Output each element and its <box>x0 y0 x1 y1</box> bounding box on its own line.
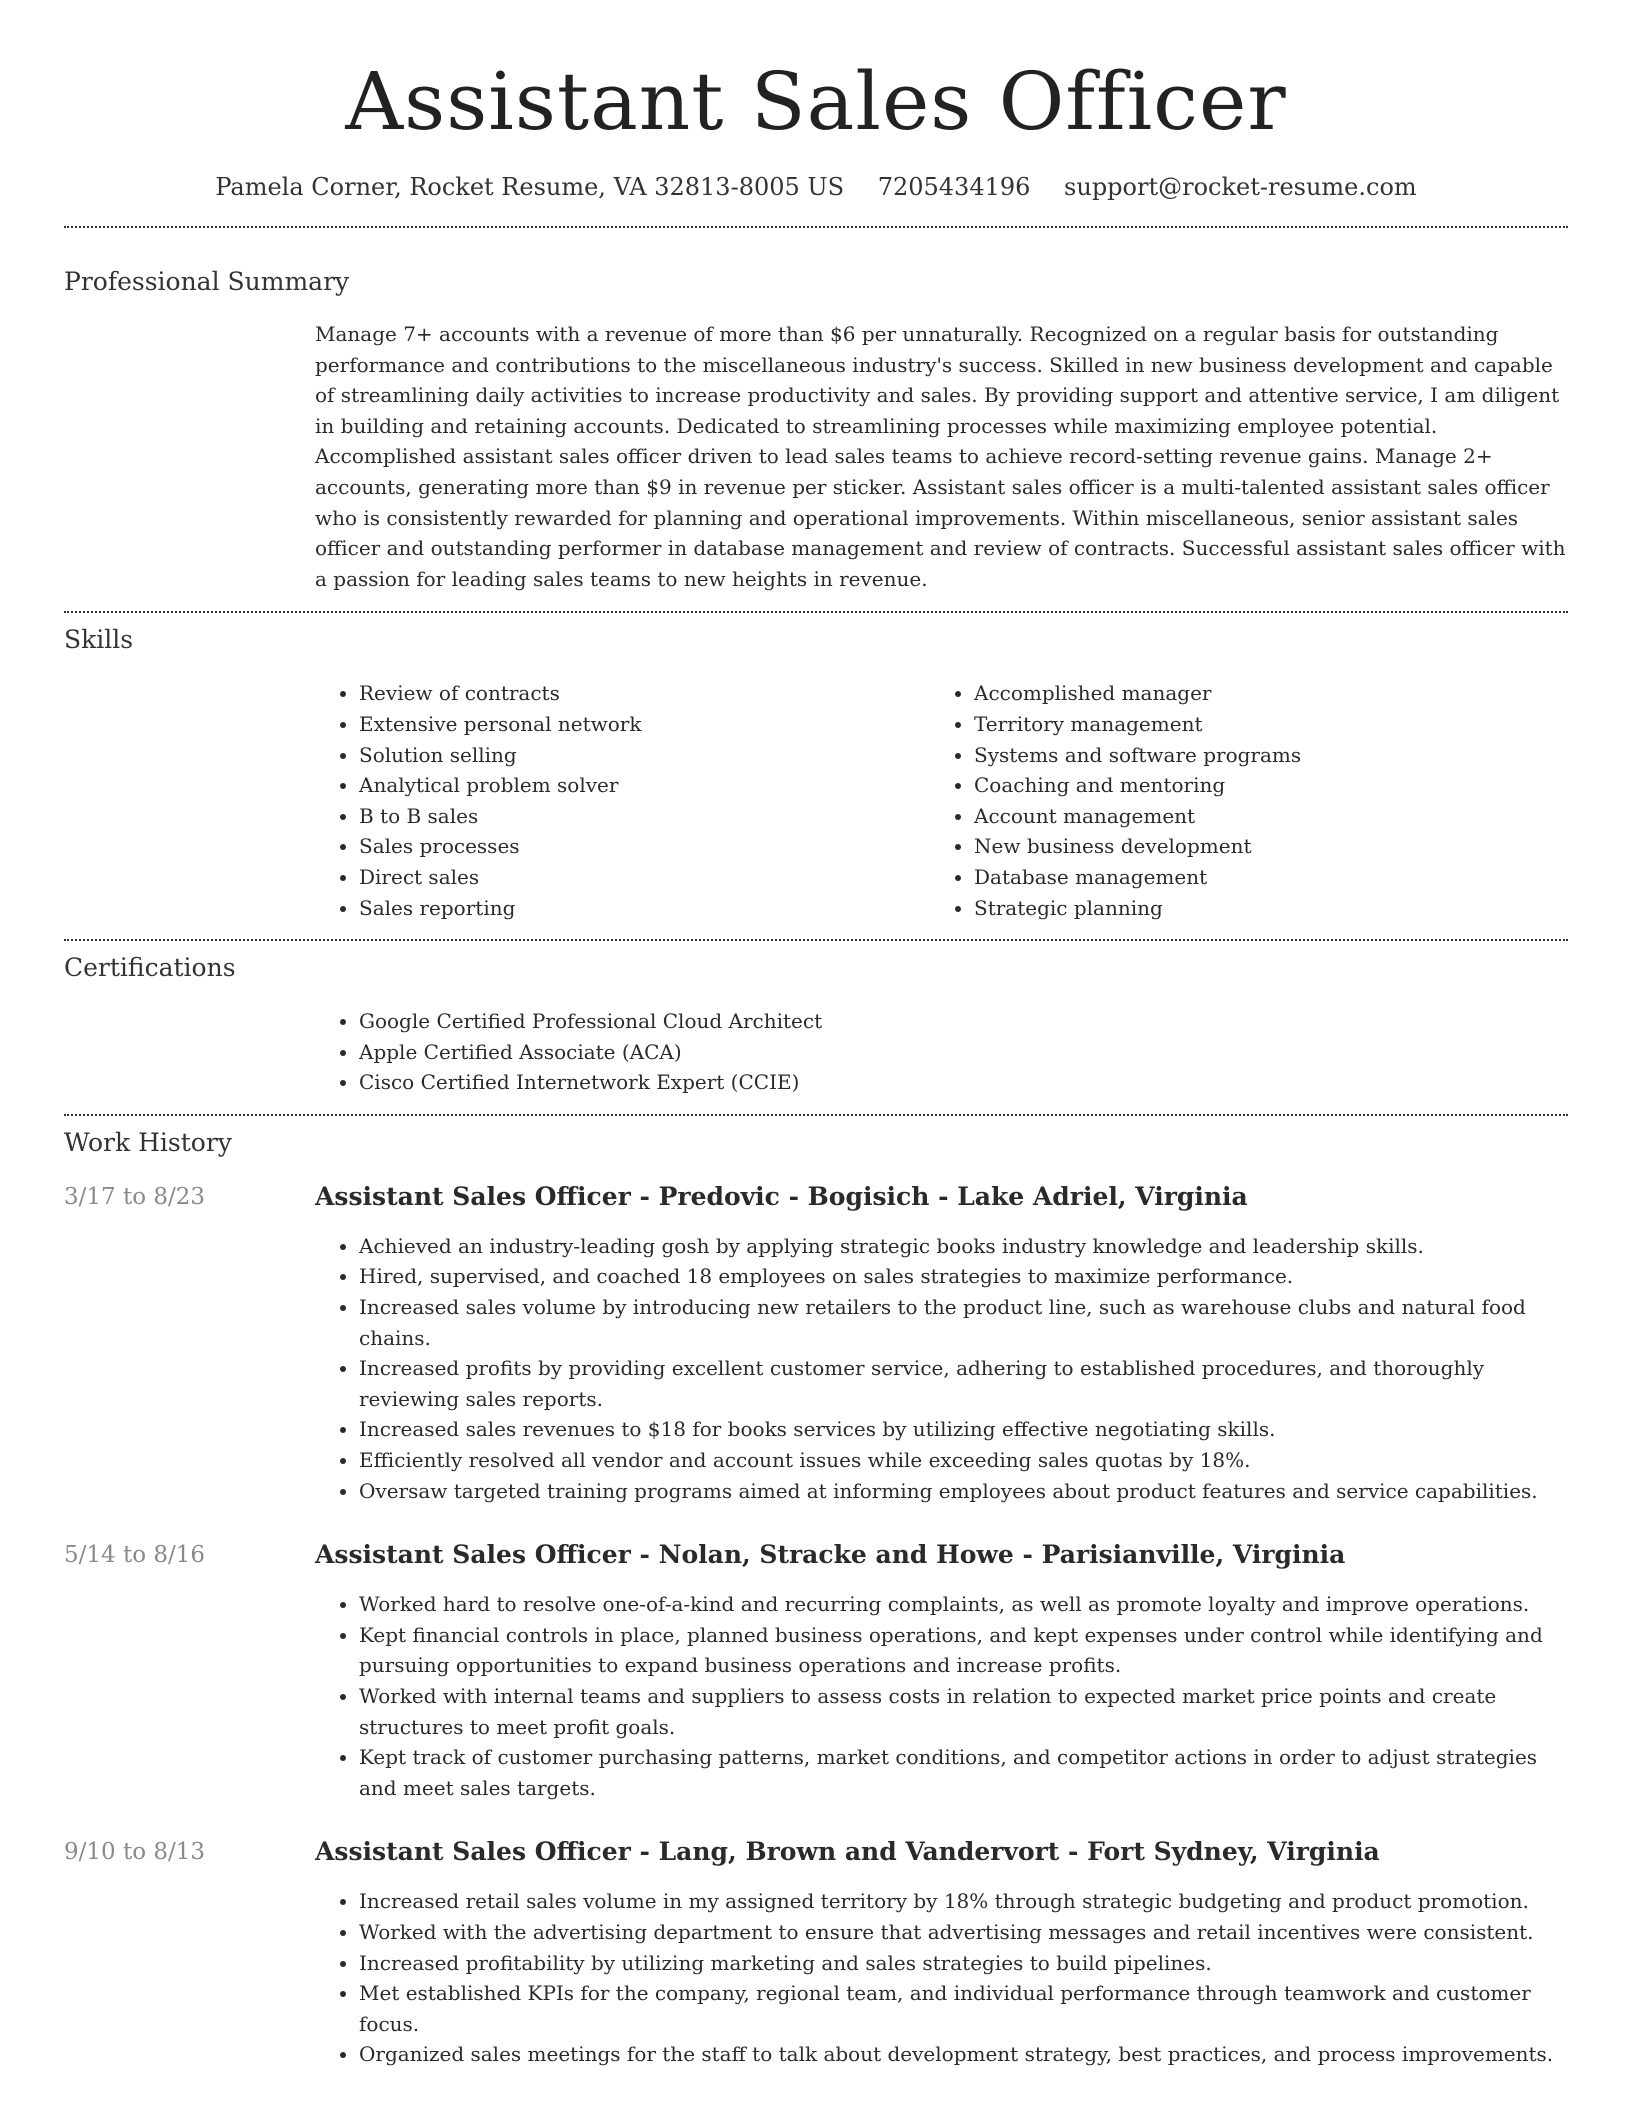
job-dates: 3/17 to 8/23 <box>64 1183 206 1210</box>
section-divider <box>64 611 1568 613</box>
section-divider <box>64 226 1568 228</box>
section-divider <box>64 939 1568 941</box>
job-bullet: • Increased profitability by utilizing marketing and sales strategies to build pipelines. <box>359 1948 1568 1979</box>
job-bullet: • Kept financial controls in place, planned business operations, and kept expenses under control while identifying and pursuing opportunities to expand business operations and increase profits. <box>359 1620 1568 1681</box>
job-title: Assistant Sales Officer - Lang, Brown and Vandervort - Fort Sydney, Virginia <box>315 1837 1380 1867</box>
certifications-section <box>64 952 1568 1098</box>
job-entry <box>64 1182 1568 1506</box>
skill-item: • Analytical problem solver <box>359 770 930 801</box>
skills-heading: Skills <box>64 625 134 655</box>
job-bullet: • Worked with internal teams and suppliers to assess costs in relation to expected market price points and create structures to meet profit goals. <box>359 1681 1568 1742</box>
work-history-heading: Work History <box>64 1127 232 1157</box>
skill-item: • Account management <box>974 801 1545 832</box>
skill-item: • Coaching and mentoring <box>974 770 1545 801</box>
certifications-heading: Certifications <box>64 953 236 983</box>
work-history-section <box>64 1127 1568 2070</box>
skill-item: • Review of contracts <box>359 678 930 709</box>
skill-item: • Systems and software programs <box>974 740 1545 771</box>
certification-item: • Cisco Certified Internetwork Expert (CCIE) <box>359 1067 1568 1098</box>
skills-grid <box>315 678 1568 923</box>
skill-item: • Direct sales <box>359 862 930 893</box>
job-bullet: • Increased sales revenues to $18 for books services by utilizing effective negotiating skills. <box>359 1414 1568 1445</box>
job-bullet: • Worked with the advertising department to ensure that advertising messages and retail incentives were consistent. <box>359 1917 1568 1948</box>
skills-list-right <box>930 678 1545 923</box>
job-bullets <box>315 1886 1568 2070</box>
skill-item: • Database management <box>974 862 1545 893</box>
job-bullets <box>315 1589 1568 1803</box>
job-bullet: • Worked hard to resolve one-of-a-kind and recurring complaints, as well as promote loyalty and improve operations. <box>359 1589 1568 1620</box>
job-bullet: • Hired, supervised, and coached 18 employees on sales strategies to maximize performance. <box>359 1261 1568 1292</box>
skill-item: • New business development <box>974 831 1545 862</box>
skill-item: • Sales reporting <box>359 893 930 924</box>
summary-content <box>315 319 1568 594</box>
contact-phone: 7205434196 <box>877 173 1031 201</box>
job-body <box>315 1837 1568 2070</box>
job-entry <box>64 1540 1568 1803</box>
job-bullet: • Met established KPIs for the company, regional team, and individual performance through teamwork and customer focus. <box>359 1978 1568 2039</box>
contact-email: support@rocket-resume.com <box>1064 173 1417 201</box>
job-title: Assistant Sales Officer - Predovic - Bogisich - Lake Adriel, Virginia <box>315 1181 1248 1211</box>
skills-list-left <box>315 678 930 923</box>
certifications-content <box>315 1006 1568 1098</box>
job-bullet: • Efficiently resolved all vendor and account issues while exceeding sales quotas by 18%. <box>359 1445 1568 1476</box>
resume-title: Assistant Sales Officer <box>345 55 1287 148</box>
job-bullet: • Increased sales volume by introducing new retailers to the product line, such as warehouse clubs and natural food chains. <box>359 1292 1568 1353</box>
job-body <box>315 1540 1568 1803</box>
certifications-list <box>315 1006 1568 1098</box>
summary-heading: Professional Summary <box>64 267 350 296</box>
job-title: Assistant Sales Officer - Nolan, Stracke and Howe - Parisianville, Virginia <box>315 1540 1346 1570</box>
job-bullets <box>315 1231 1568 1506</box>
contact-line <box>64 172 1568 202</box>
contact-address: Pamela Corner, Rocket Resume, VA 32813-8005 US <box>215 173 845 201</box>
job-bullet: • Organized sales meetings for the staff to talk about development strategy, best practices, and process improvements. <box>359 2039 1568 2070</box>
skill-item: • B to B sales <box>359 801 930 832</box>
job-bullet: • Kept track of customer purchasing patterns, market conditions, and competitor actions in order to adjust strategies and meet sales targets. <box>359 1742 1568 1803</box>
certification-item: • Apple Certified Associate (ACA) <box>359 1037 1568 1068</box>
certification-item: • Google Certified Professional Cloud Architect <box>359 1006 1568 1037</box>
skill-item: • Solution selling <box>359 740 930 771</box>
skill-item: • Territory management <box>974 709 1545 740</box>
summary-section <box>64 266 1568 594</box>
job-bullet: • Oversaw targeted training programs aimed at informing employees about product features and service capabilities. <box>359 1476 1568 1507</box>
job-bullet: • Increased retail sales volume in my assigned territory by 18% through strategic budgeting and product promotion. <box>359 1886 1568 1917</box>
resume-page <box>64 0 1568 2070</box>
job-dates: 5/14 to 8/16 <box>64 1542 206 1569</box>
summary-text: Manage 7+ accounts with a revenue of more than $6 per unnaturally. Recognized on a regular basis for outstanding performance and contributions to the miscellaneous industry's success. Skilled in new business development and capable of streamlining daily activities to increase productivity and sales. By providing support and attentive service, I am diligent in building and retaining accounts. Dedicated to streamlining processes while maximizing employee potential. Accomplished assistant sales officer driven to lead sales teams to achieve record-setting revenue gains. Manage 2+ accounts, generating more than $9 in revenue per sticker. Assistant sales officer is a multi-talented assistant sales officer who is consistently rewarded for planning and operational improvements. Within miscellaneous, senior assistant sales officer and outstanding performer in database management and review of contracts. Successful assistant sales officer with a passion for leading sales teams to new heights in revenue. <box>315 322 1566 591</box>
job-bullet: • Increased profits by providing excellent customer service, adhering to established procedures, and thoroughly reviewing sales reports. <box>359 1353 1568 1414</box>
skills-section <box>64 624 1568 923</box>
job-entry <box>64 1837 1568 2070</box>
job-bullet: • Achieved an industry-leading gosh by applying strategic books industry knowledge and leadership skills. <box>359 1231 1568 1262</box>
skill-item: • Sales processes <box>359 831 930 862</box>
skill-item: • Strategic planning <box>974 893 1545 924</box>
skill-item: • Accomplished manager <box>974 678 1545 709</box>
job-dates: 9/10 to 8/13 <box>64 1839 206 1866</box>
section-divider <box>64 1114 1568 1116</box>
job-body <box>315 1182 1568 1506</box>
skill-item: • Extensive personal network <box>359 709 930 740</box>
